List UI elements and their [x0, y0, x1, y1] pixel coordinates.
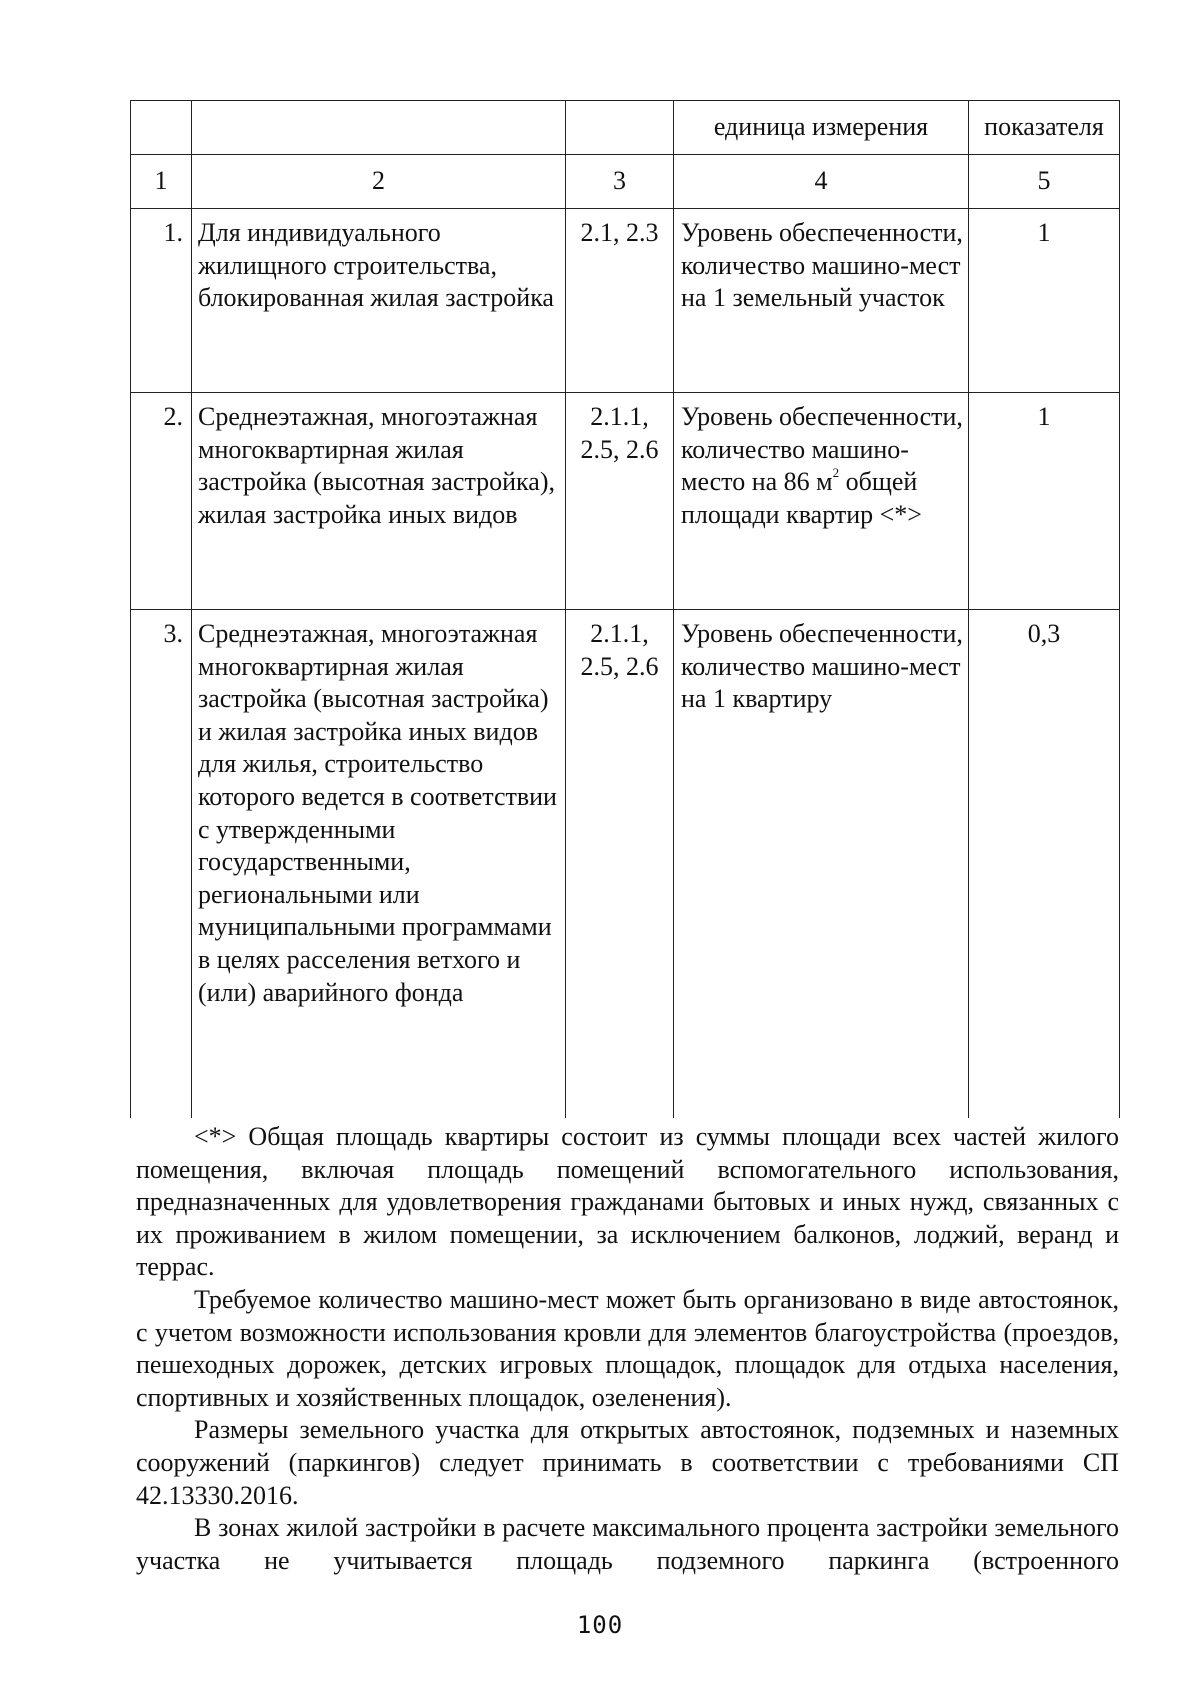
body-text	[136, 1121, 1119, 1577]
row-value: 1	[969, 393, 1120, 610]
header-cell-unit: единица измерения	[674, 101, 969, 155]
header-cell-1	[131, 101, 192, 155]
column-number-2: 2	[192, 155, 566, 209]
row-unit: Уровень обеспеченности, количество машино-мест на 1 квартиру	[674, 610, 969, 1119]
table-header-row	[131, 101, 1120, 155]
column-number-3: 3	[566, 155, 674, 209]
row-number: 1.	[131, 209, 192, 393]
table-column-numbers-row	[131, 155, 1120, 209]
column-number-5: 5	[969, 155, 1120, 209]
row-land-use-type: Среднеэтажная, многоэтажная многоквартирная жилая застройка (высотная застройка), жилая застройка иных видов	[192, 393, 566, 610]
row-number: 3.	[131, 610, 192, 1119]
row-unit: Уровень обеспеченности, количество машино-мест на 1 земельный участок	[674, 209, 969, 393]
row-land-use-type: Среднеэтажная, многоэтажная многоквартирная жилая застройка (высотная застройка) и жилая застройка иных видов для жилья, строительство которого ведется в соответствии с утвержденными государственными, региональными или муниципальными программами в целях расселения ветхого и (или) аварийного фонда	[192, 610, 566, 1119]
row-land-use-code: 2.1.1, 2.5, 2.6	[566, 393, 674, 610]
footnote-paragraph: <*> Общая площадь квартиры состоит из суммы площади всех частей жилого помещения, включая площадь помещений вспомогательного использования, предназначенных для удовлетворения гражданами бытовых и иных нужд, связанных с их проживанием в жилом помещении, за исключением балконов, лоджий, веранд и террас.	[136, 1122, 1119, 1282]
row-land-use-type: Для индивидуального жилищного строительства, блокированная жилая застройка	[192, 209, 566, 393]
table-row	[131, 393, 1120, 610]
row-number: 2.	[131, 393, 192, 610]
row-land-use-code: 2.1.1, 2.5, 2.6	[566, 610, 674, 1119]
body-paragraph: Размеры земельного участка для открытых автостоянок, подземных и наземных сооружений (паркингов) следует принимать в соответствии с требованиями СП 42.13330.2016.	[136, 1415, 1119, 1510]
column-number-4: 4	[674, 155, 969, 209]
row-value: 0,3	[969, 610, 1120, 1119]
table-row	[131, 209, 1120, 393]
header-cell-2	[192, 101, 566, 155]
parking-norms-table	[130, 100, 1120, 1118]
row-land-use-code: 2.1, 2.3	[566, 209, 674, 393]
row-value: 1	[969, 209, 1120, 393]
header-cell-value: показателя	[969, 101, 1120, 155]
unit-text-after: общей площади квартир <*>	[681, 467, 922, 529]
header-cell-3	[566, 101, 674, 155]
page-number: 100	[576, 1611, 624, 1639]
unit-superscript: 2	[832, 465, 840, 481]
table-row	[131, 610, 1120, 1119]
column-number-1: 1	[131, 155, 192, 209]
body-paragraph-continued: В зонах жилой застройки в расчете максимального процента застройки земельного участка не учитывается площадь подземного паркинга (встроенного	[136, 1513, 1119, 1575]
row-unit	[674, 393, 969, 610]
unit-text-before: Уровень обеспеченности, количество машино-место на 86 м	[681, 402, 963, 497]
body-paragraph: Требуемое количество машино-мест может быть организовано в виде автостоянок, с учетом возможности использования кровли для элементов благоустройства (проездов, пешеходных дорожек, детских игровых площадок, площадок для отдыха населения, спортивных и хозяйственных площадок, озеленения).	[136, 1284, 1119, 1412]
